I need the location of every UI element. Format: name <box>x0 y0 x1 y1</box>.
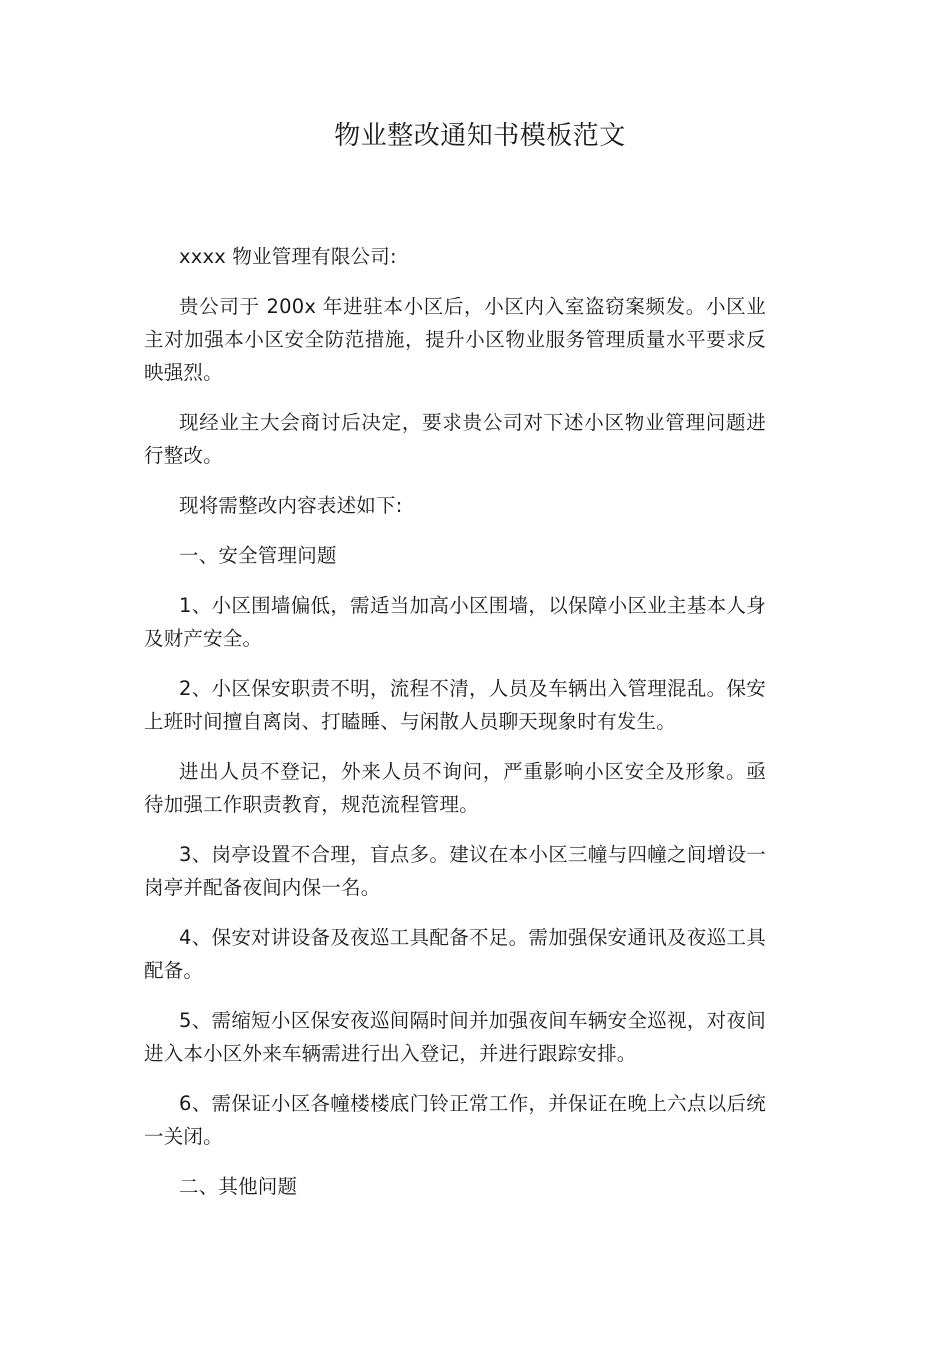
paragraph-decision: 现经业主大会商讨后决定，要求贵公司对下述小区物业管理问题进行整改。 <box>144 411 766 467</box>
document-title: 物业整改通知书模板范文 <box>334 121 626 151</box>
paragraph-background: 贵公司于 200x 年进驻本小区后，小区内入室盗窃案频发。小区业主对加强本小区安全防范措施，提升小区物业服务管理质量水平要求反映强烈。 <box>144 295 766 384</box>
section-heading-safety: 一、安全管理问题 <box>179 544 337 567</box>
item-4: 4、保安对讲设备及夜巡工具配备不足。需加强保安通讯及夜巡工具配备。 <box>144 926 766 982</box>
document-body <box>144 240 766 1220</box>
section-heading-other: 二、其他问题 <box>179 1175 298 1198</box>
paragraph-intro-list: 现将需整改内容表述如下: <box>179 494 403 517</box>
item-2-continued: 进出人员不登记，外来人员不询问，严重影响小区安全及形象。亟待加强工作职责教育，规范流程管理。 <box>144 760 766 816</box>
item-5: 5、需缩短小区保安夜巡间隔时间并加强夜间车辆安全巡视，对夜间进入本小区外来车辆需进行出入登记，并进行跟踪安排。 <box>144 1009 766 1065</box>
item-1: 1、小区围墙偏低，需适当加高小区围墙，以保障小区业主基本人身及财产安全。 <box>144 594 766 650</box>
item-2: 2、小区保安职责不明，流程不清，人员及车辆出入管理混乱。保安上班时间擅自离岗、打瞌睡、与闲散人员聊天现象时有发生。 <box>144 677 766 733</box>
addressee-line: xxxx 物业管理有限公司: <box>179 245 397 268</box>
item-3: 3、岗亭设置不合理，盲点多。建议在本小区三幢与四幢之间增设一岗亭并配备夜间内保一名。 <box>144 843 766 899</box>
item-6: 6、需保证小区各幢楼楼底门铃正常工作，并保证在晚上六点以后统一关闭。 <box>144 1092 766 1148</box>
